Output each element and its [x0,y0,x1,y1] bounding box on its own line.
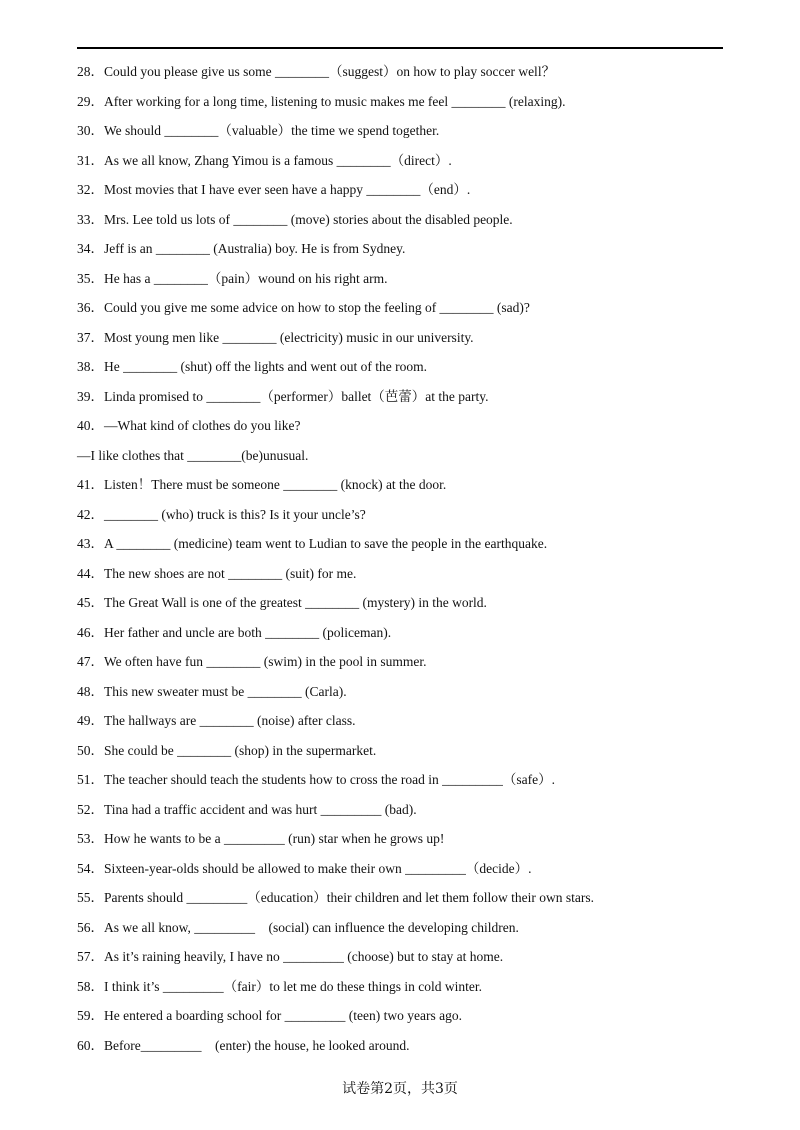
question-item: 30．We should ________（valuable）the time we spend together. [77,123,440,138]
question-item: 41．Listen！There must be someone ________ (knock) at the door. [77,477,447,492]
question-item: 52．Tina had a traffic accident and was hurt _________ (bad). [77,801,417,817]
question-item: 57．As it’s raining heavily, I have no _________ (choose) but to stay at home. [77,949,504,964]
question-item: 37．Most young men like ________ (electricity) music in our university. [77,329,474,345]
question-item: 48．This new sweater must be ________ (Carla). [77,683,347,699]
question-item: 50．She could be ________ (shop) in the supermarket. [77,742,377,758]
page-footer: 试卷第2页，共3页 [342,1081,458,1097]
question-item: 56．As we all know, _________ (social) can influence the developing children. [77,919,519,935]
question-item: 55．Parents should _________（education）their children and let them follow their own stars. [77,890,595,905]
question-item: 42．________ (who) truck is this? Is it your uncle’s? [77,506,366,522]
question-item: 47．We often have fun ________ (swim) in the pool in summer. [77,654,427,669]
question-item: 28．Could you please give us some ________（suggest）on how to play soccer well？ [77,64,556,79]
question-item: 54．Sixteen-year-olds should be allowed to make their own _________（decide）. [77,860,532,876]
question-list [77,61,737,1064]
question-item: 53．How he wants to be a _________ (run) star when he grows up! [77,831,445,846]
question-item: 38．He ________ (shut) off the lights and went out of the room. [77,359,427,374]
question-item: 51．The teacher should teach the students how to cross the road in _________（safe）. [77,772,556,787]
question-item: 43．A ________ (medicine) team went to Ludian to save the people in the earthquake. [77,536,548,551]
question-item: 36．Could you give me some advice on how to stop the feeling of ________ (sad)? [77,300,530,315]
header-rule [77,47,723,49]
question-item: 58．I think it’s _________（fair）to let me do these things in cold winter. [77,978,482,994]
question-item: 35．He has a ________（pain）wound on his right arm. [77,270,388,286]
question-item: 46．Her father and uncle are both ________ (policeman). [77,624,392,640]
question-item: 44．The new shoes are not ________ (suit) for me. [77,565,357,581]
question-item: 29．After working for a long time, listening to music makes me feel ________ (relaxing). [77,93,566,109]
question-item: 33．Mrs. Lee told us lots of ________ (move) stories about the disabled people. [77,211,513,227]
question-item: 49．The hallways are ________ (noise) after class. [77,713,356,728]
question-item: 60．Before_________ (enter) the house, he looked around. [77,1037,410,1053]
question-item: 32．Most movies that I have ever seen have a happy ________（end）. [77,182,471,197]
question-item: 39．Linda promised to ________（performer）ballet（芭蕾）at the party. [77,388,489,404]
question-item: 31．As we all know, Zhang Yimou is a famous ________（direct）. [77,152,452,168]
question-item: 40．—What kind of clothes do you like? [77,418,301,433]
question-item: —I like clothes that ________(be)unusual. [77,447,309,463]
question-item: 45．The Great Wall is one of the greatest ________ (mystery) in the world. [77,595,487,610]
question-item: 59．He entered a boarding school for _________ (teen) two years ago. [77,1008,463,1023]
question-item: 34．Jeff is an ________ (Australia) boy. He is from Sydney. [77,241,406,256]
